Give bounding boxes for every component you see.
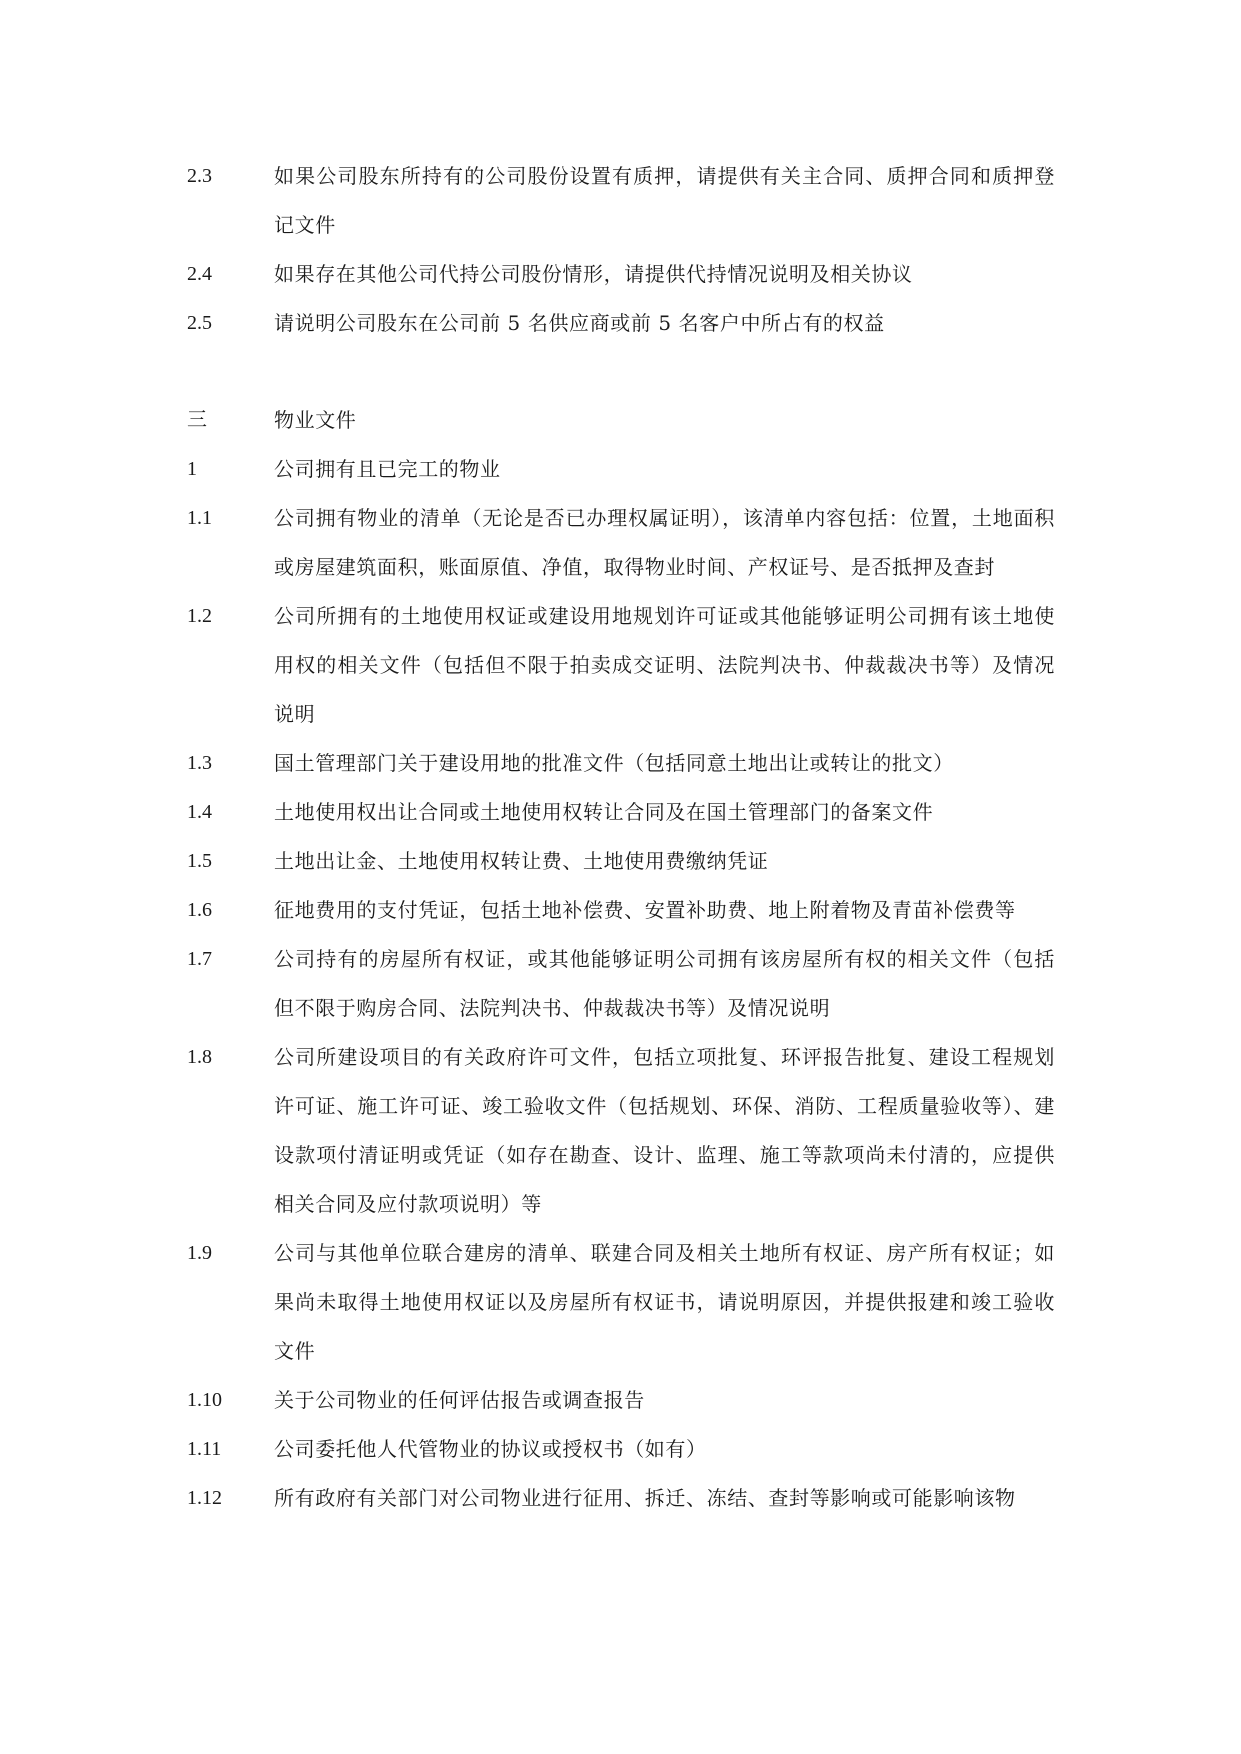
list-item-1-9 [187,1229,1055,1376]
item-number: 2.5 [187,312,212,334]
list-item-1-3 [187,739,1055,788]
list-item-1-7 [187,935,1055,1033]
section-number: 三 [187,409,207,431]
list-item-2-4 [187,250,1055,299]
item-number: 1.11 [187,1438,222,1460]
list-item-1-5 [187,837,1055,886]
item-number: 1.3 [187,752,212,774]
item-number: 2.4 [187,263,212,285]
item-text: 关于公司物业的任何评估报告或调查报告 [274,1388,645,1412]
item-text: 请说明公司股东在公司前 5 名供应商或前 5 名客户中所占有的权益 [274,311,885,335]
item-text: 公司与其他单位联合建房的清单、联建合同及相关土地所有权证、房产所有权证；如果尚未取得土地使用权证以及房屋所有权证书，请说明原因，并提供报建和竣工验收文件 [274,1241,1055,1363]
item-text: 公司持有的房屋所有权证，或其他能够证明公司拥有该房屋所有权的相关文件（包括但不限于购房合同、法院判决书、仲裁裁决书等）及情况说明 [274,947,1055,1020]
item-number: 2.3 [187,165,212,187]
item-text: 土地使用权出让合同或土地使用权转让合同及在国土管理部门的备案文件 [274,800,934,824]
item-text: 所有政府有关部门对公司物业进行征用、拆迁、冻结、查封等影响或可能影响该物 [274,1486,1016,1510]
section-spacer [187,348,1055,396]
item-number: 1.10 [187,1389,222,1411]
section-heading [187,396,1055,445]
item-number: 1.9 [187,1242,212,1264]
item-text: 国土管理部门关于建设用地的批准文件（包括同意土地出让或转让的批文） [274,751,954,775]
list-item-1-12 [187,1474,1055,1523]
item-text: 公司拥有物业的清单（无论是否已办理权属证明），该清单内容包括：位置，土地面积或房屋建筑面积，账面原值、净值，取得物业时间、产权证号、是否抵押及查封 [274,506,1055,579]
subsection-heading [187,445,1055,494]
item-text: 征地费用的支付凭证，包括土地补偿费、安置补助费、地上附着物及青苗补偿费等 [274,898,1016,922]
subsection-number: 1 [187,458,197,480]
item-text: 如果公司股东所持有的公司股份设置有质押，请提供有关主合同、质押合同和质押登记文件 [274,164,1055,237]
item-text: 如果存在其他公司代持公司股份情形，请提供代持情况说明及相关协议 [274,262,913,286]
item-number: 1.4 [187,801,212,823]
item-text: 公司所拥有的土地使用权证或建设用地规划许可证或其他能够证明公司拥有该土地使用权的相关文件（包括但不限于拍卖成交证明、法院判决书、仲裁裁决书等）及情况说明 [274,604,1055,726]
item-number: 1.1 [187,507,212,529]
list-item-1-10 [187,1376,1055,1425]
list-item-1-4 [187,788,1055,837]
item-number: 1.12 [187,1487,222,1509]
item-text: 公司所建设项目的有关政府许可文件，包括立项批复、环评报告批复、建设工程规划许可证、施工许可证、竣工验收文件（包括规划、环保、消防、工程质量验收等）、建设款项付清证明或凭证（如存在勘查、设计、监理、施工等款项尚未付清的，应提供相关合同及应付款项说明）等 [274,1045,1055,1216]
item-number: 1.7 [187,948,212,970]
list-item-1-2 [187,592,1055,739]
item-number: 1.6 [187,899,212,921]
item-number: 1.5 [187,850,212,872]
list-item-1-8 [187,1033,1055,1229]
section-title: 物业文件 [274,408,357,432]
list-item-1-6 [187,886,1055,935]
item-number: 1.8 [187,1046,212,1068]
list-item-2-5 [187,299,1055,348]
subsection-title: 公司拥有且已完工的物业 [274,457,501,481]
document-content [187,152,1055,1523]
list-item-1-1 [187,494,1055,592]
item-number: 1.2 [187,605,212,627]
item-text: 土地出让金、土地使用权转让费、土地使用费缴纳凭证 [274,849,769,873]
item-text: 公司委托他人代管物业的协议或授权书（如有） [274,1437,707,1461]
list-item-2-3 [187,152,1055,250]
list-item-1-11 [187,1425,1055,1474]
